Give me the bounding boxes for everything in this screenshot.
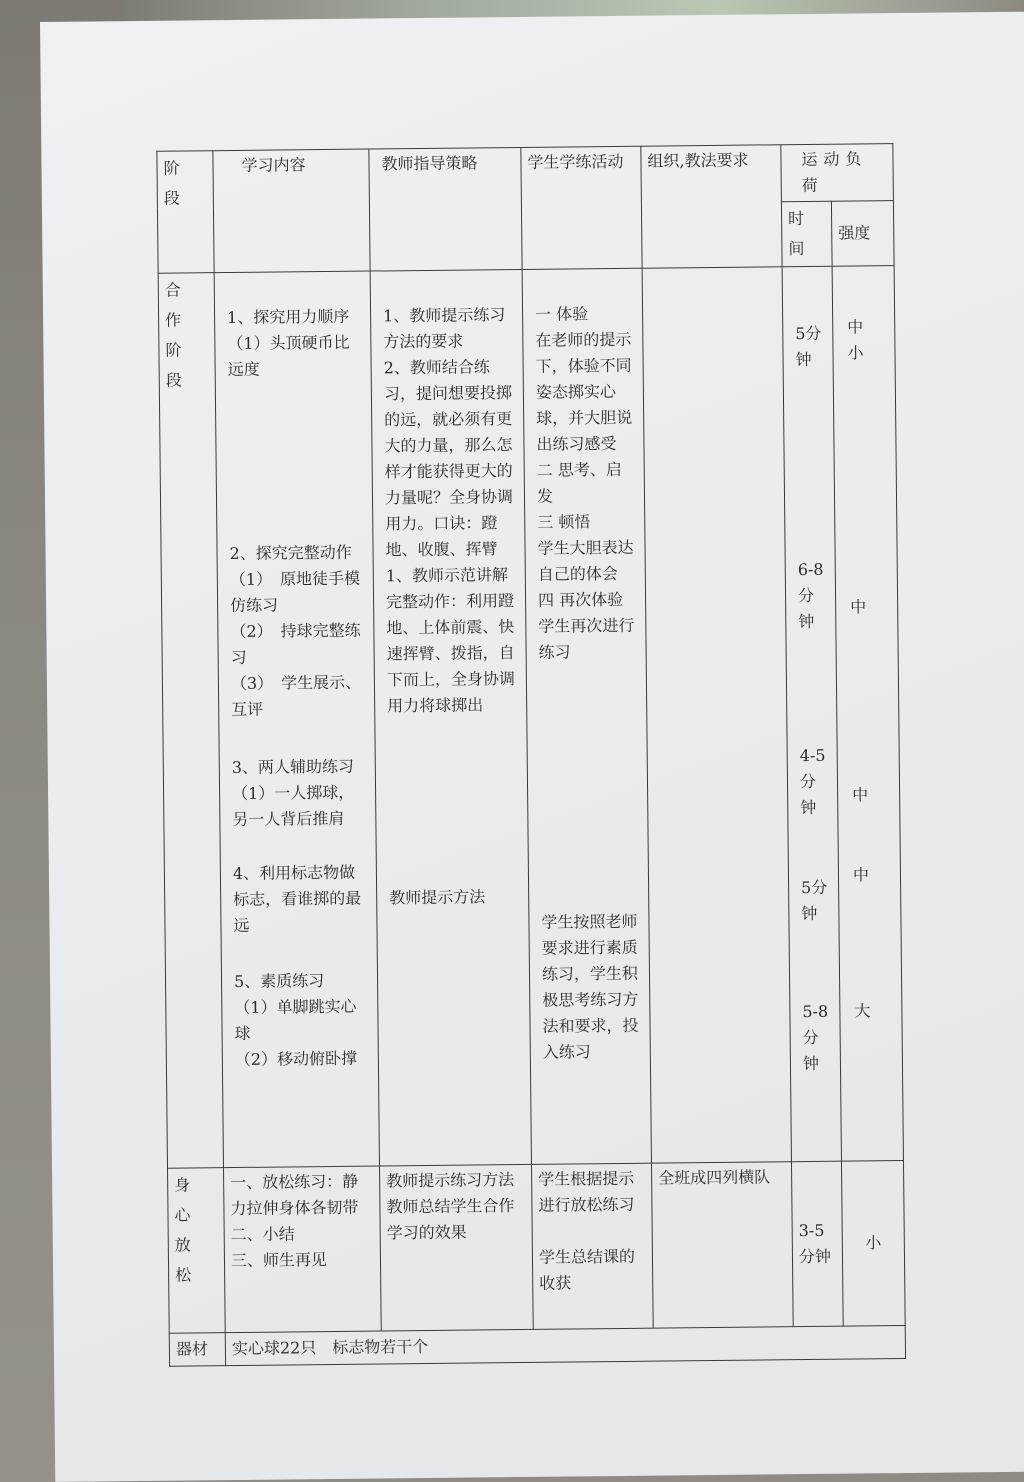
student-block-1: 一 体验 在老师的提示下，体验不同姿态掷实心球，并大胆说出练习感受 二 思考、启发 三 顿悟 学生大胆表达自己的体会 四 再次体验 学生再次进行练习 [534, 304, 635, 662]
teacher-block-1: 1、教师提示练习方法的要求 2、教师结合练习，提问想要投掷的远，就必须有更大的力量，那么怎样才能获得更大的力量呢？全身协调用力。口诀：蹬地、收腹、挥臂 1、教师示范讲解完整动作：利用蹬地、上体前震、快速挥臂、拨指，自下而上，全身协调用力将球掷出 [382, 305, 516, 716]
header-organization: 组织,教法要求 [641, 145, 782, 268]
student-block-2: 学生按照老师要求进行素质练习，学生积极思考练习方法和要求，投入练习 [541, 911, 639, 1062]
content-block-3: 3、两人辅助练习 （1）一人掷球，另一人背后推肩 [231, 756, 355, 830]
header-load: 运动负荷 [781, 144, 894, 202]
time-4: 5分钟 [801, 877, 828, 924]
time-3: 4-5分钟 [799, 745, 826, 818]
intensity-5: 大 [854, 1001, 871, 1021]
header-teacher: 教师指导策略 [369, 147, 522, 271]
cooperation-student [522, 268, 651, 1164]
intensity-3: 中 [852, 785, 869, 805]
cooperation-teacher [370, 269, 531, 1166]
header-content: 学习内容 [213, 149, 370, 273]
header-row-1 [157, 144, 894, 209]
row-equipment [169, 1326, 905, 1367]
lesson-plan-table [156, 143, 906, 1367]
intensity-4: 中 [852, 865, 870, 885]
time-5: 5-8分钟 [802, 1001, 829, 1074]
paper-sheet [40, 12, 1024, 1482]
relax-content: 一、放松练习：静力拉伸身体各韧带 二、小结 三、师生再见 [224, 1166, 382, 1333]
time-2: 6-8分钟 [797, 559, 824, 632]
content-block-2: 2、探究完整动作 （1） 原地徒手模仿练习 （2） 持球完整练习 （3） 学生展示、互评 [229, 542, 362, 720]
header-time: 时间 [781, 201, 832, 267]
relax-time: 3-5分钟 [791, 1161, 843, 1327]
intensity-2: 中 [850, 597, 867, 617]
relax-intensity: 小 [841, 1161, 905, 1327]
equipment-value: 实心球22只 标志物若干个 [225, 1326, 905, 1366]
row-cooperation [158, 266, 903, 1169]
stage-cooperation: 合作阶段 [158, 273, 223, 1169]
header-stage: 阶段 [157, 151, 214, 274]
cooperation-intensity [832, 266, 903, 1162]
content-block-5: 5、素质练习 （1）单脚跳实心球 （2）移动俯卧撑 [233, 971, 358, 1070]
relax-organization: 全班成四列横队 [651, 1162, 793, 1328]
content-block-4: 4、利用标志物做标志，看谁掷的最远 [232, 862, 362, 936]
stage-relax: 身心放松 [168, 1168, 226, 1334]
row-relax [168, 1161, 906, 1334]
time-1: 5分钟 [795, 323, 822, 370]
equipment-label: 器材 [169, 1333, 225, 1367]
header-student: 学生学练活动 [521, 146, 642, 269]
cooperation-content [214, 271, 379, 1168]
content-block-1: 1、探究用力顺序 （1）头顶硬币比远度 [227, 306, 350, 380]
teacher-block-2: 教师提示方法 [389, 887, 486, 908]
cooperation-organization [642, 267, 791, 1163]
intensity-1: 中小 [847, 317, 864, 363]
relax-teacher: 教师提示练习方法 教师总结学生合作学习的效果 [379, 1164, 533, 1331]
header-intensity: 强度 [831, 201, 894, 267]
relax-student: 学生根据提示进行放松练习 学生总结课的收获 [531, 1163, 653, 1329]
